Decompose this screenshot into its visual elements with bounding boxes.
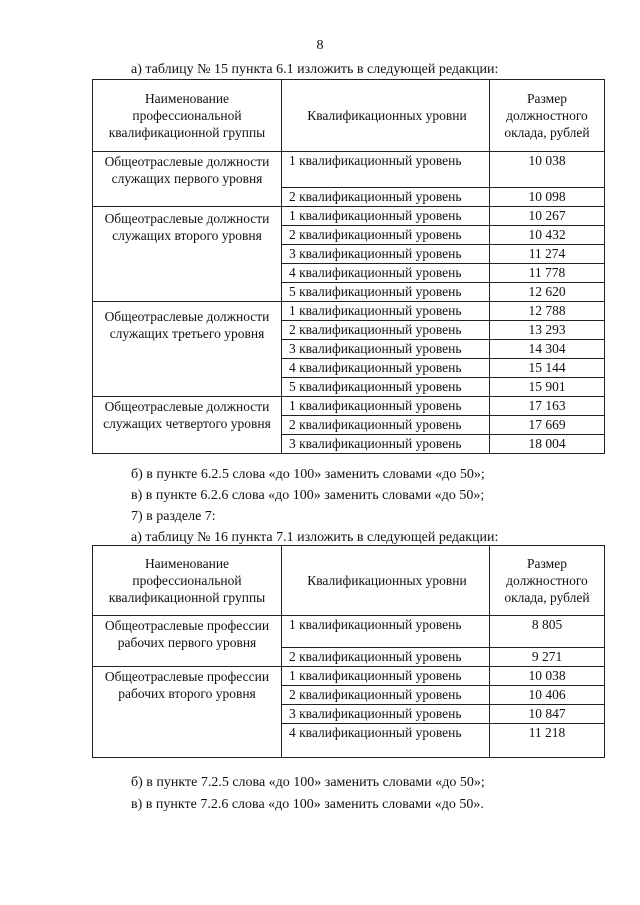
level-cell: 2 квалификационный уровень xyxy=(282,226,490,245)
paragraph-section-7: 7) в разделе 7: xyxy=(131,509,216,524)
group-name-cell: Общеотраслевые должности служащих третьего уровня xyxy=(93,302,282,397)
level-cell: 3 квалификационный уровень xyxy=(282,245,490,264)
paragraph-b-625: б) в пункте 6.2.5 слова «до 100» заменить словами «до 50»; xyxy=(131,467,485,482)
group-name-cell: Общеотраслевые должности служащих четвертого уровня xyxy=(93,397,282,454)
salary-cell: 15 144 xyxy=(490,359,605,378)
group-name-cell: Общеотраслевые должности служащих второго уровня xyxy=(93,207,282,302)
salary-cell: 11 778 xyxy=(490,264,605,283)
salary-cell: 13 293 xyxy=(490,321,605,340)
paragraph-v-726: в) в пункте 7.2.6 слова «до 100» заменить словами «до 50». xyxy=(131,797,484,812)
header-salary: Размер должностного оклада, рублей xyxy=(490,546,605,616)
header-levels: Квалификационных уровни xyxy=(282,546,490,616)
salary-cell: 10 098 xyxy=(490,188,605,207)
page-number: 8 xyxy=(316,38,324,53)
group-name-cell: Общеотраслевые профессии рабочих второго уровня xyxy=(93,667,282,758)
level-cell: 1 квалификационный уровень xyxy=(282,207,490,226)
salary-cell: 12 620 xyxy=(490,283,605,302)
header-group-name: Наименование профессиональной квалификационной группы xyxy=(93,80,282,152)
level-cell: 2 квалификационный уровень xyxy=(282,416,490,435)
level-cell: 2 квалификационный уровень xyxy=(282,686,490,705)
level-cell: 1 квалификационный уровень xyxy=(282,616,490,648)
salary-cell: 11 274 xyxy=(490,245,605,264)
salary-cell: 10 038 xyxy=(490,667,605,686)
table-header-row xyxy=(93,546,605,616)
table-row xyxy=(93,667,605,686)
level-cell: 3 квалификационный уровень xyxy=(282,705,490,724)
table-header-row xyxy=(93,80,605,152)
salary-cell: 17 163 xyxy=(490,397,605,416)
salary-cell: 14 304 xyxy=(490,340,605,359)
table-row xyxy=(93,207,605,226)
salary-cell: 10 847 xyxy=(490,705,605,724)
paragraph-a-table15: а) таблицу № 15 пункта 6.1 изложить в следующей редакции: xyxy=(131,62,499,77)
table-row xyxy=(93,616,605,648)
level-cell: 2 квалификационный уровень xyxy=(282,648,490,667)
salary-cell: 10 038 xyxy=(490,152,605,188)
level-cell: 3 квалификационный уровень xyxy=(282,435,490,454)
level-cell: 1 квалификационный уровень xyxy=(282,152,490,188)
salary-table-16 xyxy=(92,545,605,758)
group-name-cell: Общеотраслевые профессии рабочих первого уровня xyxy=(93,616,282,667)
paragraph-b-725: б) в пункте 7.2.5 слова «до 100» заменить словами «до 50»; xyxy=(131,775,485,790)
header-salary: Размер должностного оклада, рублей xyxy=(490,80,605,152)
table-row xyxy=(93,152,605,188)
paragraph-a-table16: а) таблицу № 16 пункта 7.1 изложить в следующей редакции: xyxy=(131,530,499,545)
table-row xyxy=(93,302,605,321)
salary-cell: 17 669 xyxy=(490,416,605,435)
salary-cell: 15 901 xyxy=(490,378,605,397)
salary-cell: 12 788 xyxy=(490,302,605,321)
salary-cell: 11 218 xyxy=(490,724,605,758)
salary-cell: 10 267 xyxy=(490,207,605,226)
level-cell: 4 квалификационный уровень xyxy=(282,359,490,378)
level-cell: 2 квалификационный уровень xyxy=(282,321,490,340)
level-cell: 1 квалификационный уровень xyxy=(282,302,490,321)
header-levels: Квалификационных уровни xyxy=(282,80,490,152)
salary-cell: 10 406 xyxy=(490,686,605,705)
level-cell: 3 квалификационный уровень xyxy=(282,340,490,359)
table-row xyxy=(93,397,605,416)
level-cell: 2 квалификационный уровень xyxy=(282,188,490,207)
header-group-name: Наименование профессиональной квалификационной группы xyxy=(93,546,282,616)
salary-cell: 18 004 xyxy=(490,435,605,454)
salary-table-15 xyxy=(92,79,605,454)
level-cell: 5 квалификационный уровень xyxy=(282,378,490,397)
level-cell: 4 квалификационный уровень xyxy=(282,724,490,758)
level-cell: 1 квалификационный уровень xyxy=(282,667,490,686)
paragraph-v-626: в) в пункте 6.2.6 слова «до 100» заменить словами «до 50»; xyxy=(131,488,485,503)
salary-cell: 10 432 xyxy=(490,226,605,245)
level-cell: 5 квалификационный уровень xyxy=(282,283,490,302)
level-cell: 4 квалификационный уровень xyxy=(282,264,490,283)
salary-cell: 9 271 xyxy=(490,648,605,667)
level-cell: 1 квалификационный уровень xyxy=(282,397,490,416)
group-name-cell: Общеотраслевые должности служащих первого уровня xyxy=(93,152,282,207)
salary-cell: 8 805 xyxy=(490,616,605,648)
